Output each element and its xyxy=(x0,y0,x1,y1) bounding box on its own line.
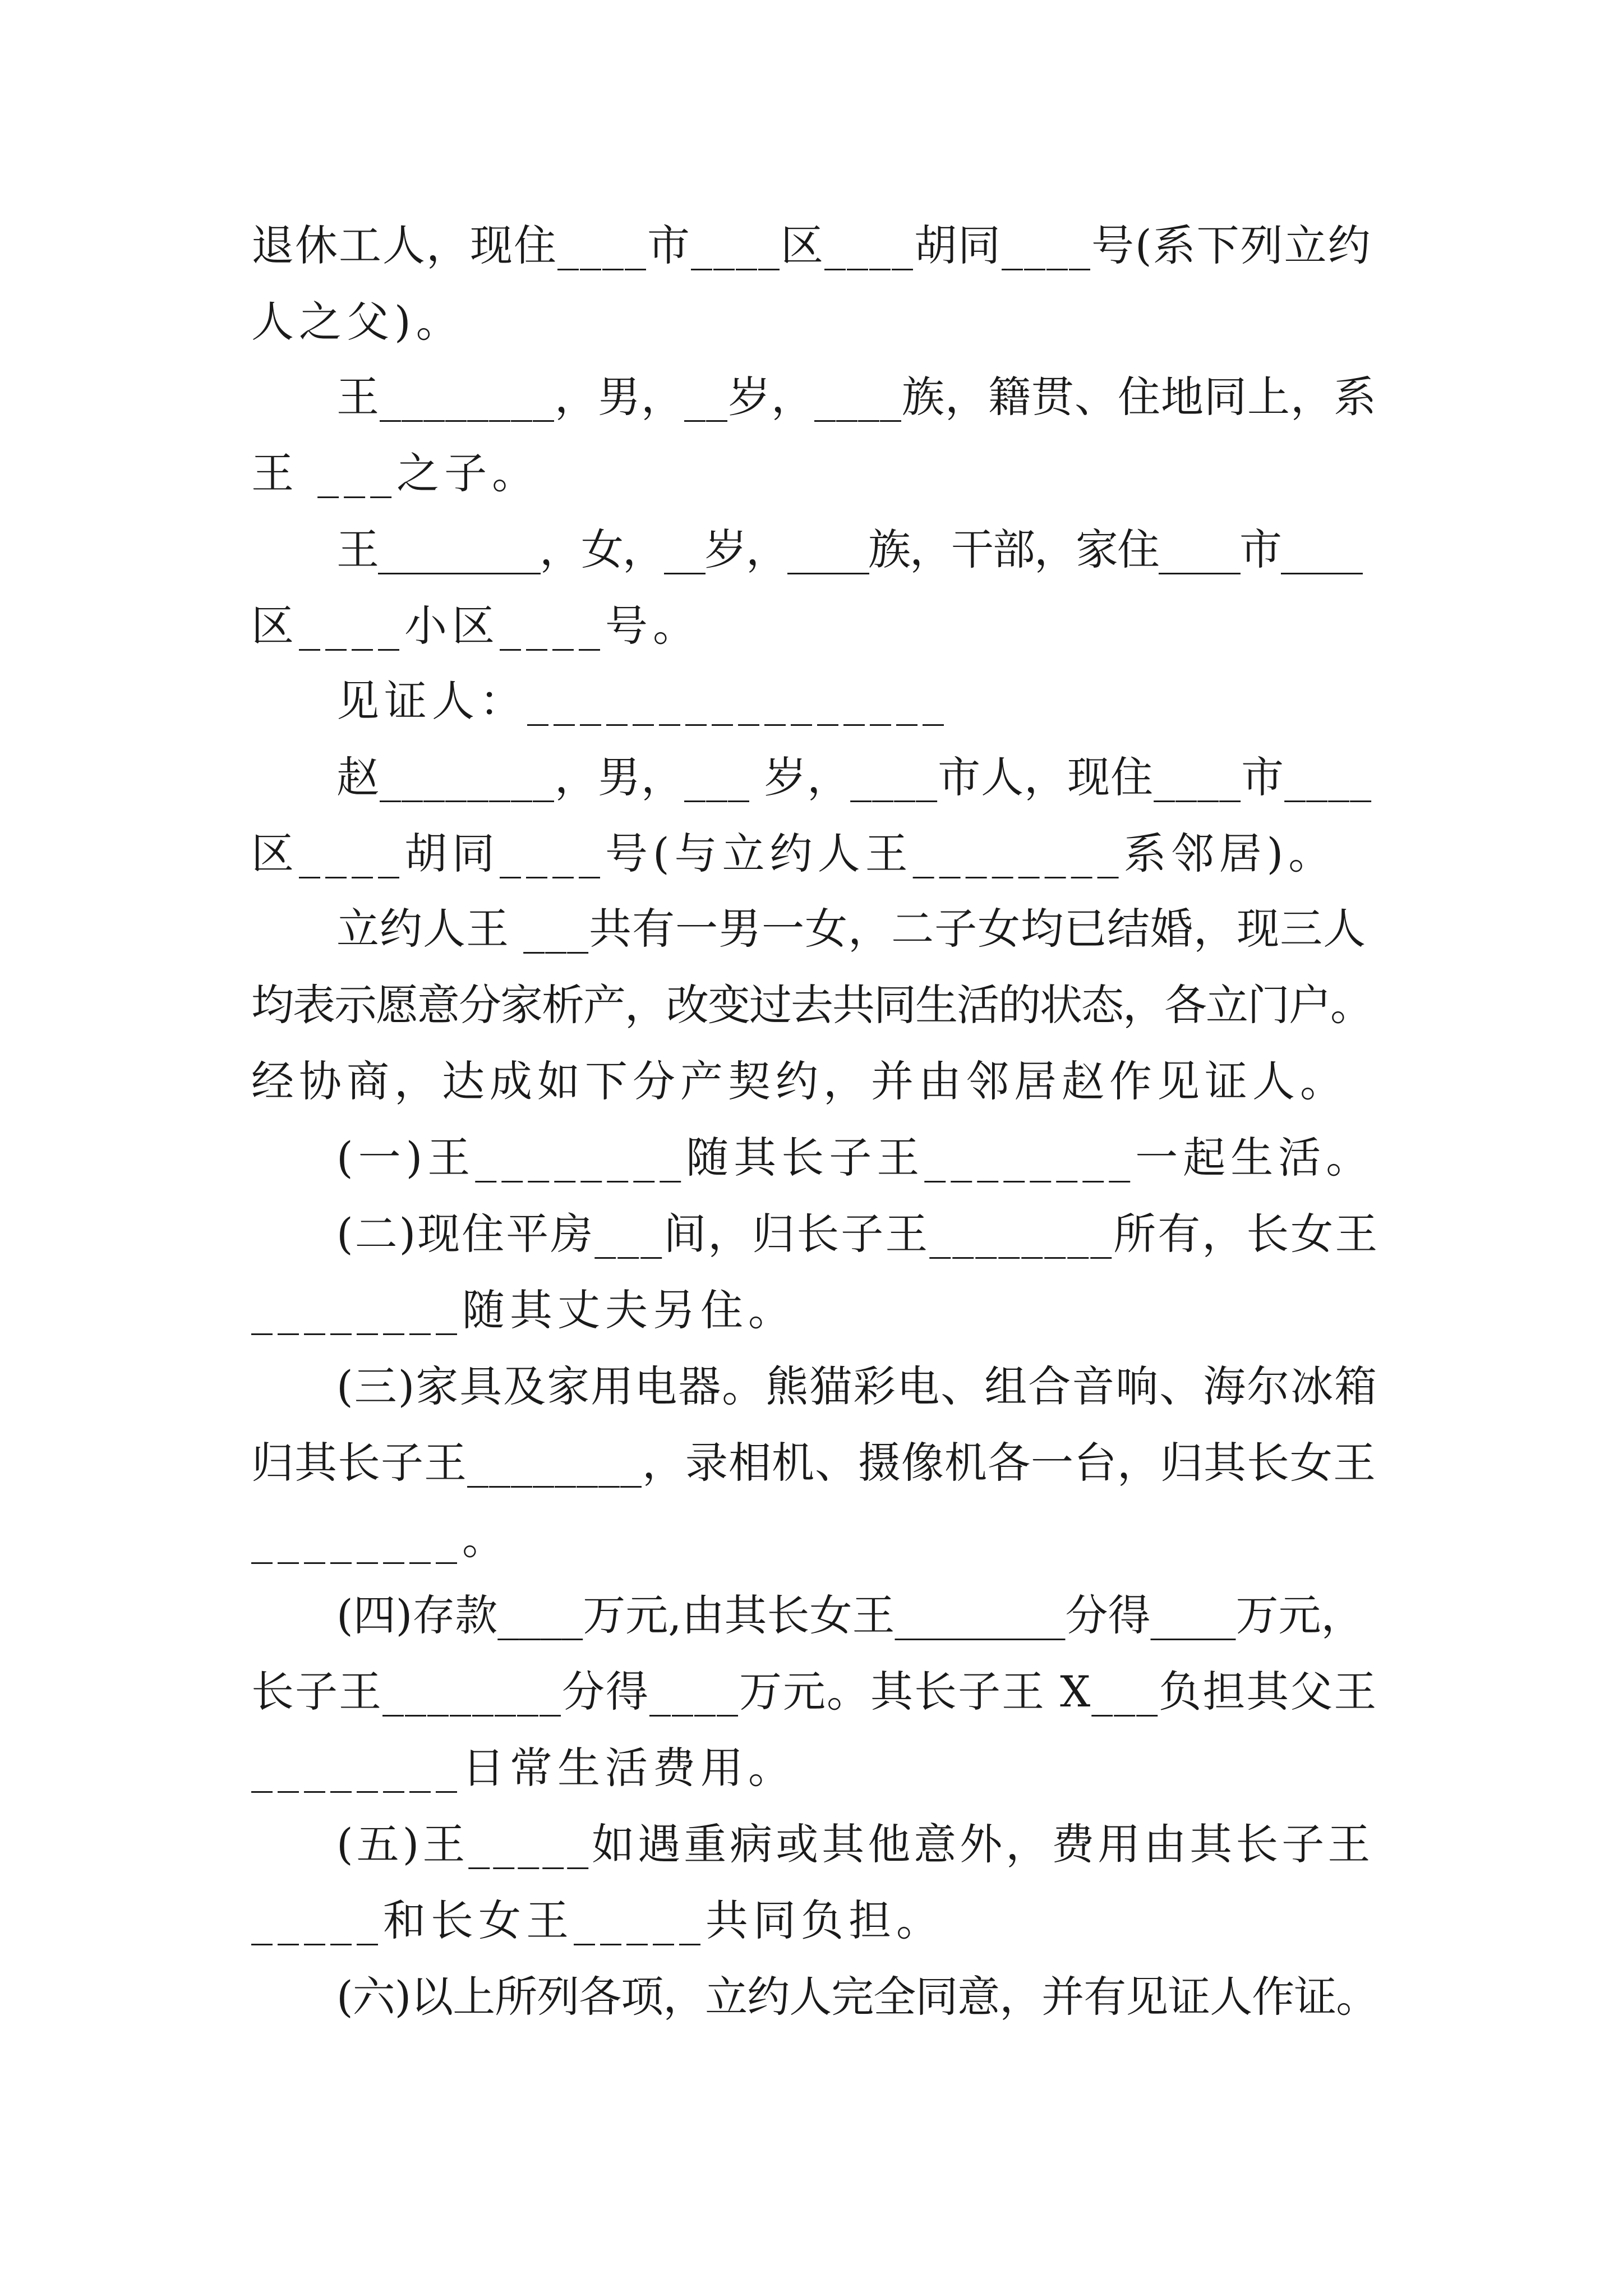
text-line: 长子王________分得____万元。其长子王 X___负担其父王 xyxy=(251,1667,1378,1717)
text-line: 王________，男，__岁，____族，籍贯、住地同上，系 xyxy=(336,372,1377,422)
text-line: ________。 xyxy=(251,1514,510,1564)
text-line: (五)王_____如遇重病或其他意外，费用由其长子王 xyxy=(336,1819,1374,1869)
text-line: (四)存款____万元,由其长女王________分得____万元， xyxy=(336,1590,1364,1640)
text-line: 人之父)。 xyxy=(251,297,464,347)
text-line: 立约人王 ___共有一男一女，二子女均已结婚，现三人 xyxy=(336,904,1367,954)
text-line: (一)王________随其长子王________一起生活。 xyxy=(336,1133,1374,1182)
text-line: 退休工人，现住____市____区____胡同____号(系下列立约 xyxy=(251,220,1372,270)
text-line: 王________，女，__岁，____族，干部，家住____市____ xyxy=(336,524,1362,574)
text-line: 王 ___之子。 xyxy=(251,448,540,498)
text-line: (六)以上所列各项，立约人完全同意，并有见证人作证。 xyxy=(336,1972,1378,2022)
text-line: 归其长子王________，录相机、摄像机各一台，归其长女王 xyxy=(251,1438,1376,1488)
text-line: _____和长女王_____共同负担。 xyxy=(251,1895,944,1945)
text-line: 赵________，男，___ 岁，____市人，现住____市____ xyxy=(336,752,1372,802)
text-line: 均表示愿意分家析产，改变过去共同生活的状态，各立门户。 xyxy=(251,980,1372,1030)
text-line: (二)现住平房___间，归长子王________所有，长女王 xyxy=(336,1209,1380,1259)
text-line: 见证人：________________ xyxy=(336,676,949,726)
text-line: 经协商，达成如下分产契约，并由邻居赵作见证人。 xyxy=(251,1056,1348,1106)
text-line: 区____小区____号。 xyxy=(251,601,700,651)
text-line: (三)家具及家用电器。熊猫彩电、组合音响、海尔冰箱 xyxy=(336,1361,1378,1411)
text-line: ________随其丈夫另住。 xyxy=(251,1285,796,1335)
text-line: ________日常生活费用。 xyxy=(251,1743,796,1793)
text-line: 区____胡同____号(与立约人王________系邻居)。 xyxy=(251,829,1336,878)
